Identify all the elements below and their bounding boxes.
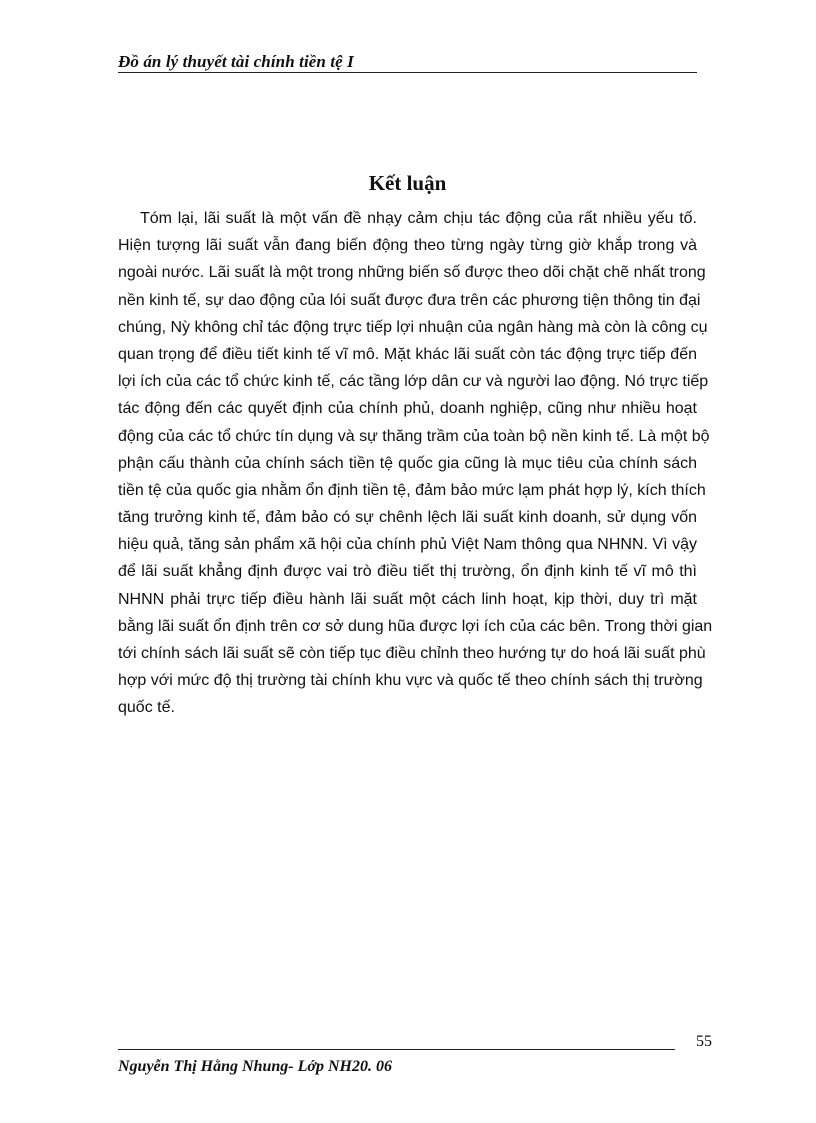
paragraph-line: để lãi suất khẳng định được vai trò điều tiết thị trường, ổn định kinh tế vĩ mô thì <box>118 563 697 581</box>
paragraph-line: tiền tệ của quốc gia nhằm ổn định tiền tệ, đảm bảo mức lạm phát hợp lý, kích thích <box>118 481 706 499</box>
paragraph-line: quan trọng để điều tiết kinh tế vĩ mô. Mặt khác lãi suất còn tác động trực tiếp đến <box>118 345 697 363</box>
paragraph-line: chúng, Nỳ không chỉ tác động trực tiếp lợi nhuận của ngân hàng mà còn là công cụ <box>118 318 708 336</box>
page-number: 55 <box>696 1033 712 1050</box>
paragraph-line: bằng lãi suất ổn định trên cơ sở dung hũa được lợi ích của các bên. Trong thời gian <box>118 617 713 635</box>
body-paragraph <box>118 205 713 722</box>
paragraph-line: quốc tế. <box>118 699 175 717</box>
paragraph-line: lợi ích của các tổ chức kinh tế, các tầng lớp dân cư và người lao động. Nó trực tiếp <box>118 373 709 391</box>
paragraph-line: hợp với mức độ thị trường tài chính khu vực và quốc tế theo chính sách thị trường <box>118 672 703 690</box>
paragraph-line: ngoài nước. Lãi suất là một trong những biến số được theo dõi chặt chẽ nhất trong <box>118 264 706 282</box>
paragraph-line: NHNN phải trực tiếp điều hành lãi suất một cách linh hoạt, kịp thời, duy trì mặt <box>118 590 697 608</box>
paragraph-line: tác động đến các quyết định của chính phủ, doanh nghiệp, cũng như nhiều hoạt <box>118 400 697 418</box>
paragraph-line: Hiện tượng lãi suất vẫn đang biến động theo từng ngày từng giờ khắp trong và <box>118 237 697 255</box>
section-heading: Kết luận <box>368 171 447 195</box>
header-divider <box>118 72 697 73</box>
paragraph-line: nền kinh tế, sự dao động của lói suất được đưa trên các phương tiện thông tin đại <box>118 291 701 309</box>
paragraph-line: hiệu quả, tăng sản phẩm xã hội của chính phủ Việt Nam thông qua NHNN. Vì vậy <box>118 536 697 554</box>
footer-divider <box>118 1049 675 1050</box>
paragraph-line: động của các tổ chức tín dụng và sự thăng trầm của toàn bộ nền kinh tế. Là một bộ <box>118 427 710 445</box>
header-title: Đồ án lý thuyết tài chính tiền tệ I <box>118 52 354 71</box>
paragraph-line: Tóm lại, lãi suất là một vấn đề nhạy cảm chịu tác động của rất nhiều yếu tố. <box>140 210 697 227</box>
paragraph-line: tới chính sách lãi suất sẽ còn tiếp tục điều chỉnh theo hướng tự do hoá lãi suất phù <box>118 645 706 662</box>
paragraph-line: phận cấu thành của chính sách tiền tệ quốc gia cũng là mục tiêu của chính sách <box>118 454 697 472</box>
paragraph-line: tăng trưởng kinh tế, đảm bảo có sự chênh lệch lãi suất kinh doanh, sử dụng vốn <box>118 509 697 527</box>
footer-author: Nguyễn Thị Hằng Nhung- Lớp NH20. 06 <box>118 1058 392 1075</box>
